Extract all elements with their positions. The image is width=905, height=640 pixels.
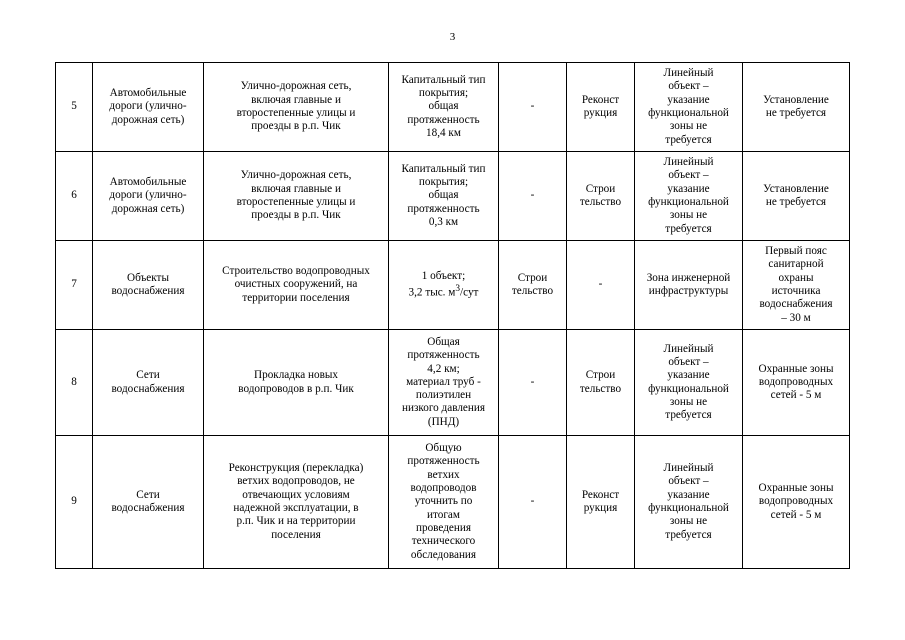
characteristics-line: 1 объект; xyxy=(421,269,466,282)
stage-b-cell: Строи тельство xyxy=(567,330,635,436)
table-row xyxy=(56,330,850,436)
object-name-cell: Строительство водопроводных очистных сооружений, на территории поселения xyxy=(204,241,389,330)
stage-b-cell: - xyxy=(567,241,635,330)
functional-zone-cell: Линейный объект – указание функциональной зоны не требуется xyxy=(635,330,743,436)
stage-b-cell: Реконст рукция xyxy=(567,436,635,569)
table-row xyxy=(56,152,850,241)
stage-a-cell: - xyxy=(499,436,567,569)
characteristics-cell xyxy=(389,241,499,330)
table-row xyxy=(56,436,850,569)
characteristics-cell: Капитальный тип покрытия; общая протяженность 0,3 км xyxy=(389,152,499,241)
page-number: 3 xyxy=(449,31,456,43)
restriction-zone-cell: Охранные зоны водопроводных сетей - 5 м xyxy=(743,436,850,569)
restriction-zone-cell: Первый пояс санитарной охраны источника водоснабжения – 30 м xyxy=(743,241,850,330)
object-name-cell: Прокладка новых водопроводов в р.п. Чик xyxy=(204,330,389,436)
object-type-cell: Сети водоснабжения xyxy=(93,330,204,436)
restriction-zone-cell: Охранные зоны водопроводных сетей - 5 м xyxy=(743,330,850,436)
superscript: 3 xyxy=(455,284,461,295)
stage-b-cell: Строи тельство xyxy=(567,152,635,241)
object-type-cell: Объекты водоснабжения xyxy=(93,241,204,330)
restriction-zone-cell: Установление не требуется xyxy=(743,63,850,152)
stage-a-cell: - xyxy=(499,152,567,241)
object-name-cell: Улично-дорожная сеть, включая главные и второстепенные улицы и проезды в р.п. Чик xyxy=(204,152,389,241)
object-name-cell: Улично-дорожная сеть, включая главные и второстепенные улицы и проезды в р.п. Чик xyxy=(204,63,389,152)
functional-zone-cell: Линейный объект – указание функциональной зоны не требуется xyxy=(635,63,743,152)
row-number-cell: 6 xyxy=(56,152,93,241)
row-number-cell: 9 xyxy=(56,436,93,569)
functional-zone-cell: Линейный объект – указание функциональной зоны не требуется xyxy=(635,436,743,569)
row-number-cell: 7 xyxy=(56,241,93,330)
capacity-line: 3,2 тыс. $м^3$/сут xyxy=(408,284,479,299)
table-row xyxy=(56,241,850,330)
stage-a-cell: - xyxy=(499,330,567,436)
planned-objects-table xyxy=(55,62,850,569)
functional-zone-cell: Линейный объект – указание функциональной зоны не требуется xyxy=(635,152,743,241)
row-number-cell: 8 xyxy=(56,330,93,436)
object-type-cell: Сети водоснабжения xyxy=(93,436,204,569)
functional-zone-cell: Зона инженерной инфраструктуры xyxy=(635,241,743,330)
characteristics-cell: Капитальный тип покрытия; общая протяженность 18,4 км xyxy=(389,63,499,152)
object-type-cell: Автомобильные дороги (улично- дорожная сеть) xyxy=(93,63,204,152)
characteristics-cell: Общую протяженность ветхих водопроводов уточнить по итогам проведения технического обследования xyxy=(389,436,499,569)
table-row xyxy=(56,63,850,152)
stage-b-cell: Реконст рукция xyxy=(567,63,635,152)
row-number-cell: 5 xyxy=(56,63,93,152)
stage-a-cell: - xyxy=(499,63,567,152)
stage-a-cell: Строи тельство xyxy=(499,241,567,330)
object-type-cell: Автомобильные дороги (улично- дорожная сеть) xyxy=(93,152,204,241)
characteristics-cell: Общая протяженность 4,2 км; материал труб - полиэтилен низкого давления (ПНД) xyxy=(389,330,499,436)
restriction-zone-cell: Установление не требуется xyxy=(743,152,850,241)
object-name-cell: Реконструкция (перекладка) ветхих водопроводов, не отвечающих условиям надежной эксплуатации, в р.п. Чик и на территории поселения xyxy=(204,436,389,569)
